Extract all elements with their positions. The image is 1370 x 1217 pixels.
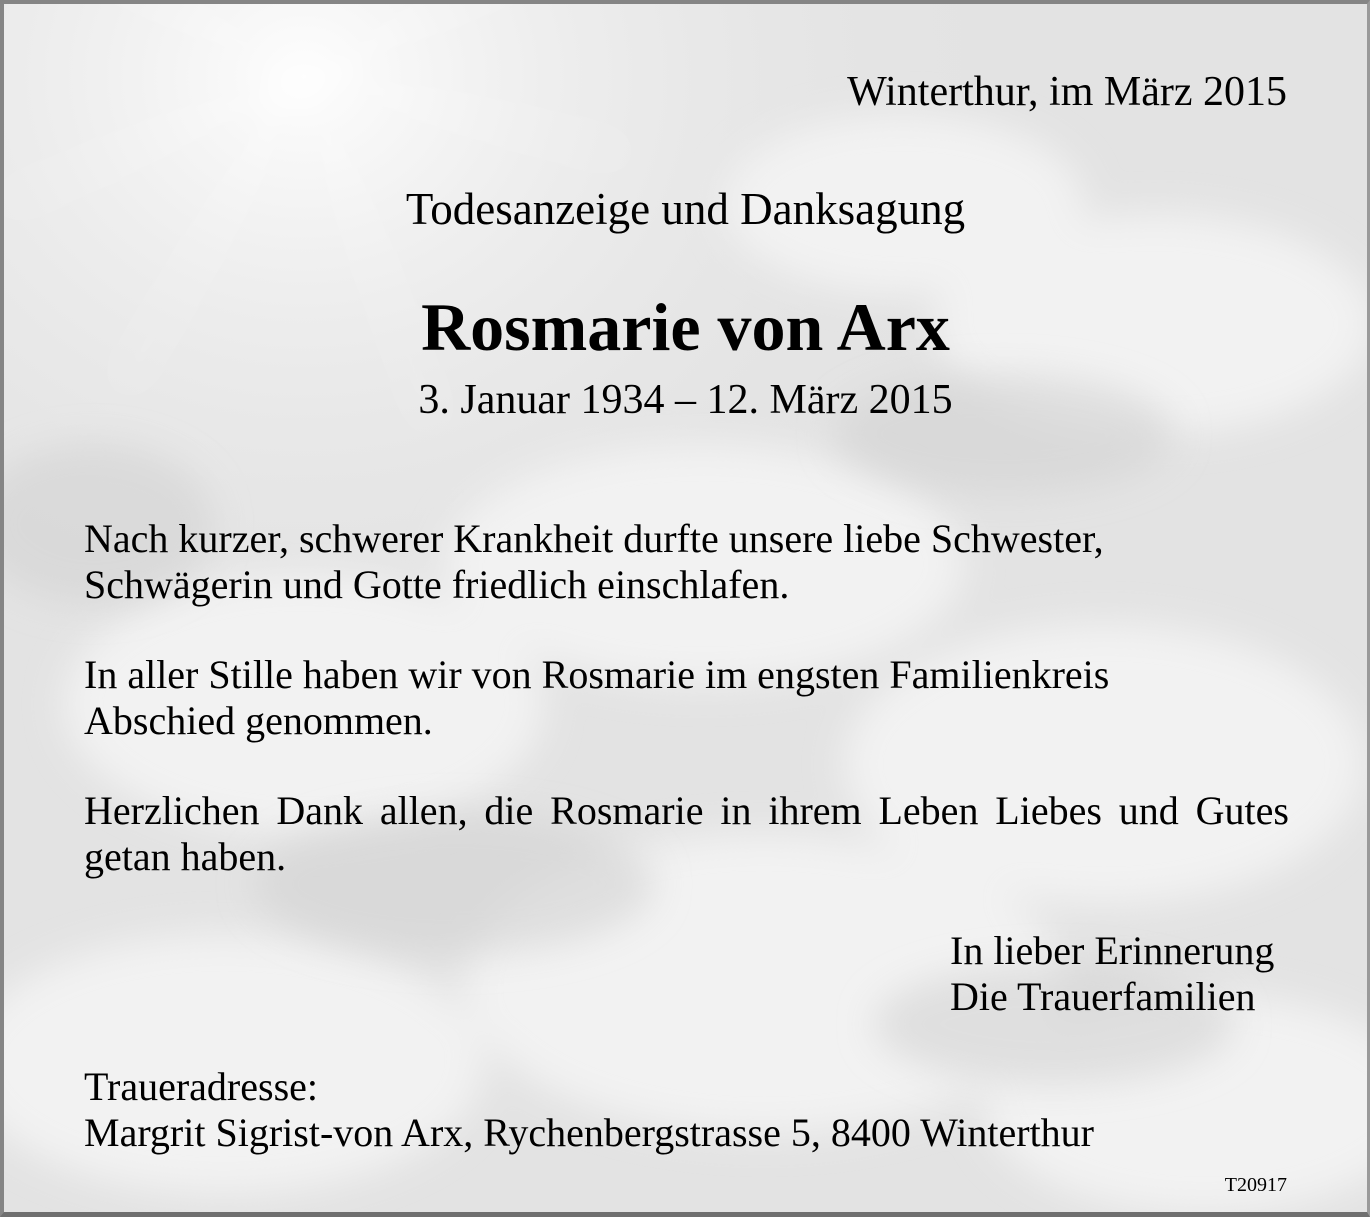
- place-and-date: Winterthur, im März 2015: [847, 69, 1287, 115]
- reference-code: T20917: [1224, 1174, 1287, 1196]
- paragraph-passing: [84, 516, 1289, 608]
- paragraph-line: Schwägerin und Gotte friedlich einschlafen.: [84, 562, 790, 607]
- notice-heading: Todesanzeige und Danksagung: [405, 184, 966, 234]
- paragraph-farewell: [84, 652, 1289, 744]
- deceased-lifespan: 3. Januar 1934 – 12. März 2015: [418, 377, 953, 423]
- mourning-address: [84, 1064, 1094, 1156]
- closing-signatory: Die Trauerfamilien: [950, 974, 1256, 1019]
- paragraph-line: Nach kurzer, schwerer Krankheit durfte unsere liebe Schwester,: [84, 516, 1104, 561]
- paragraph-line: Abschied genommen.: [84, 698, 433, 743]
- address-value: Margrit Sigrist-von Arx, Rychenbergstrasse 5, 8400 Winterthur: [84, 1110, 1094, 1155]
- deceased-name: Rosmarie von Arx: [421, 289, 950, 365]
- paragraph-thanks: [84, 788, 1289, 880]
- paragraph-line: getan haben.: [84, 834, 287, 879]
- paragraph-line: In aller Stille haben wir von Rosmarie im engsten Familienkreis: [84, 652, 1110, 697]
- paragraph-line: Herzlichen Dank allen, die Rosmarie in ihrem Leben Liebes und Gutes: [84, 788, 1289, 833]
- closing-signature: [950, 928, 1274, 1020]
- address-label: Traueradresse:: [84, 1064, 319, 1109]
- closing-line: In lieber Erinnerung: [950, 928, 1275, 973]
